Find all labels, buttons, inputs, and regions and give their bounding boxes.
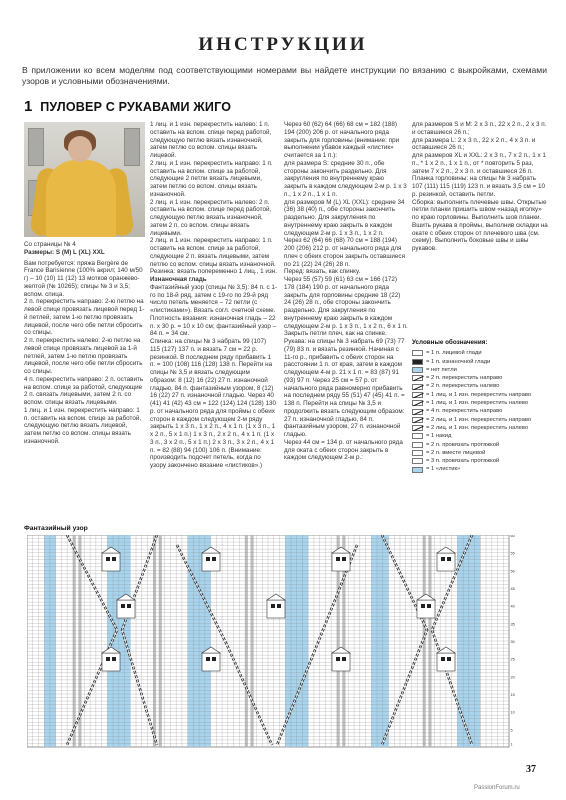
legend-item: = 1 п. изнаночной глади [412,358,554,366]
legend-item: = 2 лиц. и 1 изн. перекрестить налево [412,424,554,432]
col1-para: 2 п. перекрестить направо: 2-ю петлю на левой спице провязать лицевой перед 1-й петлей, затем 1-ю петлю провязать лицевой, после чего обе петли сбросить со спицы. [24,298,145,337]
legend-item: = 1 лиц. и 1 изн. перекрестить налево [412,399,554,407]
legend-item: = 2 п. вместе лицевой [412,449,554,457]
page-number: 37 [526,764,536,775]
section-heading [24,98,231,115]
col3-para: Через 55 (57) 59 (61) 63 см = 166 (172) 178 (184) 190 р. от начального ряда закрыть для горловины средние 18 (22) 24 (26) 28 п., обе стороны закончить раздельно. Для закругления по внутреннему краю закрыть в каждом следующем 2-м р. 1 х 3 п., 1 х 2 п., 6 х 1 п. Закрыть петли плеч, как на спинке. [284,276,408,338]
cross-right-icon [412,375,423,381]
chart-label: Фантазийный узор [24,525,88,532]
column-4 [412,121,548,253]
col3-para: Рукава: на спицы № 3 набрать 69 (73) 77 (79) 83 п. и вязать резинкой. Начиная с 11-го р., прибавить с обеих сторон на расстоянии 1 п. от края, затем в каждом следующем 4-м р. 21 х 1 п. = 83 (87) 91 (93) 97 п. Через 25 см = 57 р. от начального ряда равномерно прибавить на последнем ряду 55 (51) 47 (45) 41 п. = 138 п. Перейти на спицы № 3,5 и продолжить вязать следующим образом: 27 п. изнаночной гладью, 84 п. фантазийным узором, 27 п. изнаночной гладью. [284,338,405,438]
column-3 [284,121,408,462]
svg-text:5: 5 [510,728,513,733]
sk3-icon [412,458,423,464]
col3-para: Через 44 см = 134 р. от начального ряда для оката с обеих сторон закрыть в каждом следующем 2-м р.: [284,438,403,462]
svg-text:20: 20 [510,675,515,680]
legend-item: = 4 п. перекрестить направо [412,407,554,415]
cross-2-1-right-icon [412,417,423,423]
col3-para: Через 60 (62) 64 (66) 68 см = 182 (188) 194 (200) 206 р. от начального ряда закрыть для горловины (внимание: при выполнении убавок каждый «листик» считается за 1 п.): [284,121,400,159]
knit-symbol-icon [412,350,423,356]
svg-text:1: 1 [510,742,513,747]
legend-item: = 2 п. провязать протяжкой [412,441,554,449]
svg-text:10: 10 [510,710,515,715]
col2-para: Изнаночная гладь [150,276,207,283]
legend-item: = 3 п. провязать протяжкой [412,457,554,465]
ssk-icon [412,442,423,448]
section-title: ПУЛОВЕР С РУКАВАМИ ЖИГО [40,100,232,114]
legend-item: = 2 п. перекрестить налево [412,382,554,390]
col2-para: Плотность вязания: изнаночная гладь – 22 п. х 30 р. = 10 х 10 см; фантазийный узор – 84 п. = 34 см. [150,314,277,338]
col3-para: для размера S: средние 30 п., обе стороны закончить раздельно. Для закругления по внутреннему краю закрыть в каждом следующем 2-м р. 1 х 3 п., 1 х 2 п., 1 х 1 п. [284,159,407,198]
cross-knit-purl-right-icon [412,392,423,398]
legend-item: = 1 «листик» [412,465,554,473]
col2-para: 2 лиц. и 1 изн. перекрестить направо: 1 п. оставить на вспом. спице за работой, следующие 2 петли вязать лицевыми, затем петлю со вспом. спицы вязать изнаночной. [150,159,273,198]
svg-text:40: 40 [510,604,515,609]
col3-para: для размеров M (L) XL (XXL): средние 34 (36) 38 (40) п., обе стороны закончить раздельно. Для закругления по внутреннему краю закрыть в каждом следующем 2-м р. 1 х 3 п., 1 х 2 п. [284,198,405,237]
watermark: PassionForum.ru [474,785,520,791]
legend-item: = 2 лиц. и 1 изн. перекрестить направо [412,416,554,424]
svg-text:30: 30 [510,640,515,644]
svg-text:55: 55 [510,551,515,556]
col3-para: Через 62 (64) 66 (68) 70 см = 188 (194) 200 (206) 212 р. от начального ряда для плеч с обеих сторон закрыть оставшиеся по 21 (22) 24 (26) 28 п. [284,237,405,268]
col4-para: Планка горловины: на спицы № 3 набрать 107 (111) 115 (119) 123 п. и вязать 3,5 см = 10 р. резинкой, оставить петли. [412,175,545,198]
legend-item: = 2 п. перекрестить направо [412,374,554,382]
purl-symbol-icon [412,359,423,365]
svg-text:15: 15 [510,693,515,697]
col2-para: Резинка: вязать попеременно 1 лиц., 1 изн. [150,268,277,276]
svg-text:25: 25 [510,657,515,662]
col2-para: 2 лиц. и 1 изн. перекрестить направо: 1 п. оставить на вспом. спице за работой, следующие 2 п. вязать лицевыми, затем петлю со вспом. спицы вязать изнаночной. [150,237,276,268]
col1-para: 1 лиц. и 1 изн. перекрестить направо: 1 п. оставить на вспом. спице за работой, следующую петлю вязать лицевой, затем петлю со вспом. спицы вязать изнаночной. [24,406,142,445]
col2-para: 2 лиц. и 1 изн. перекрестить налево: 2 п. оставить на вспом. спице перед работой, следующую петлю вязать изнаночной, затем 2 п. со вспом. спицы вязать лицевыми. [150,198,272,237]
svg-text:45: 45 [510,587,515,591]
col3-para: Перед: вязать, как спинку. [284,268,361,276]
svg-text:50: 50 [510,569,515,574]
col1-para: 2 п. перекрестить налево: 2-ю петлю на левой спице провязать лицевой за 1-й петлей, затем 1-ю петлю провязать лицевой, после чего обе петли сбросить со спицы. [24,337,143,375]
leaf-icon [412,467,423,473]
cross-left-icon [412,384,423,390]
svg-text:60: 60 [510,535,515,538]
col2-para: 1 лиц. и 1 изн. перекрестить налево: 1 п. оставить на вспом. спице перед работой, следующую петлю вязать изнаночной, затем петлю со вспом. спицы вязать лицевой. [150,121,272,159]
cross-knit-purl-left-icon [412,400,423,406]
yarn-over-icon [412,433,423,439]
column-2 [150,121,277,470]
legend-item: = 1 лиц. и 1 изн. перекрестить направо [412,391,554,399]
col2-para: Фантазийный узор (спицы № 3,5): 84 п. с 1-го по 18-й ряд, затем с 19-го по 29-й ряд число петель меняется – 72 петли (с «листиками»). Вязать согл. счетной схеме. [150,283,277,314]
model-photo [24,122,145,237]
cross-4-right-icon [412,409,423,415]
col4-para: Вшить рукава в проймы, выполнив складки на окате с обеих сторон от плечевого шва (см. схему). Выполнить боковые швы и швы рукавов. [412,221,548,252]
photo-caption: Со страницы № 4 [24,241,76,248]
legend-item: = нет петли [412,366,554,374]
sizes: Размеры: S (M) L (XL) XXL [24,248,105,256]
col4-para: для размера L: 2 х 3 п., 22 х 2 п., 4 х 3 п. и оставшиеся 26 п.; [412,136,536,152]
col2-para: Спинка: на спицы № 3 набрать 99 (107) 115 (127) 137 п. и вязать 7 см = 22 р. резинкой. В последнем ряду прибавить 1 п. = 100 (108) 116 (128) 138 п. Перейти на спицы № 3,5 и вязать следующим образом: 8 (12) 16 (22) 27 п. изнаночной гладью, 84 п. фантазийным узором, 8 (12) 16 (22) 27 п. изнаночной гладью. Через 40 (41) 41 (42) 43 см = 122 (124) 124 (128) 130 р. от начального ряда для проймы с обеих сторон в каждом следующем 2-м ряду закрыть 1 х 3 п., 1 х 2 п., 4 х 1 п. (1 х 3 п., 1 х 2 п., 5 х 1 п.) 1 х 3 п., 2 х 2 п., 4 х 1 п. (1 х 3 п., 3 х 2 п., 5 х 1 п.) 2 х 3 п., 3 х 2 п., 4 х 1 п. = 82 (88) 94 (100) 106 п. (Внимание: производить подсчет петель, когда по узору закончено вязание «листиков».) [150,338,276,469]
knitting-chart [27,535,515,752]
col4-para: для размеров S и M: 2 х 3 п., 22 х 2 п., 2 х 3 п. и оставшиеся 26 п.; [412,121,547,136]
legend-item: = 1 накид [412,432,554,440]
column-1 [24,241,145,446]
col4-para: для размеров XL и XXL: 2 х 3 п., 7 х 2 п., 1 х 1 п., * 1 х 2 п., 1 х 1 п., от * повторить 5 раз, затем 7 х 2 п., 2 х 3 п. и оставшиеся 26 п. [412,152,546,175]
legend [412,339,554,474]
svg-text:35: 35 [510,622,515,627]
legend-item: = 1 п. лицевой глади [412,349,554,357]
col1-para: Вам потребуется: пряжа Bergère de France Barisienne (100% акрил; 140 м/50 г) – 10 (10) 11 (12) 13 мотков оранжево-желтой (№ 10265); спицы № 3 и 3,5; вспом. спица. [24,259,143,298]
legend-title: Условные обозначения: [412,339,488,346]
page-title: ИНСТРУКЦИИ [198,34,368,55]
section-number: 1 [24,98,33,115]
col1-para: 4 п. перекрестить направо: 2 п. оставить на вспом. спице за работой, следующие 2 п. связать лицевыми, затем 2 п. со вспом. спицы вязать лицевыми. [24,375,144,406]
no-stitch-symbol-icon [412,367,423,373]
intro-text: В приложении ко всем моделям под соответствующими номерами вы найдете инструкции по вязанию с выкройками, схемами узоров и условными обозначениями. [22,65,547,86]
cross-2-1-left-icon [412,425,423,431]
k2tog-icon [412,450,423,456]
col4-para: Сборка: выполнить плечевые швы. Открытые петли планки пришить швом «назад иголку» по краю горловины. Выполнить шов планки. [412,198,547,221]
